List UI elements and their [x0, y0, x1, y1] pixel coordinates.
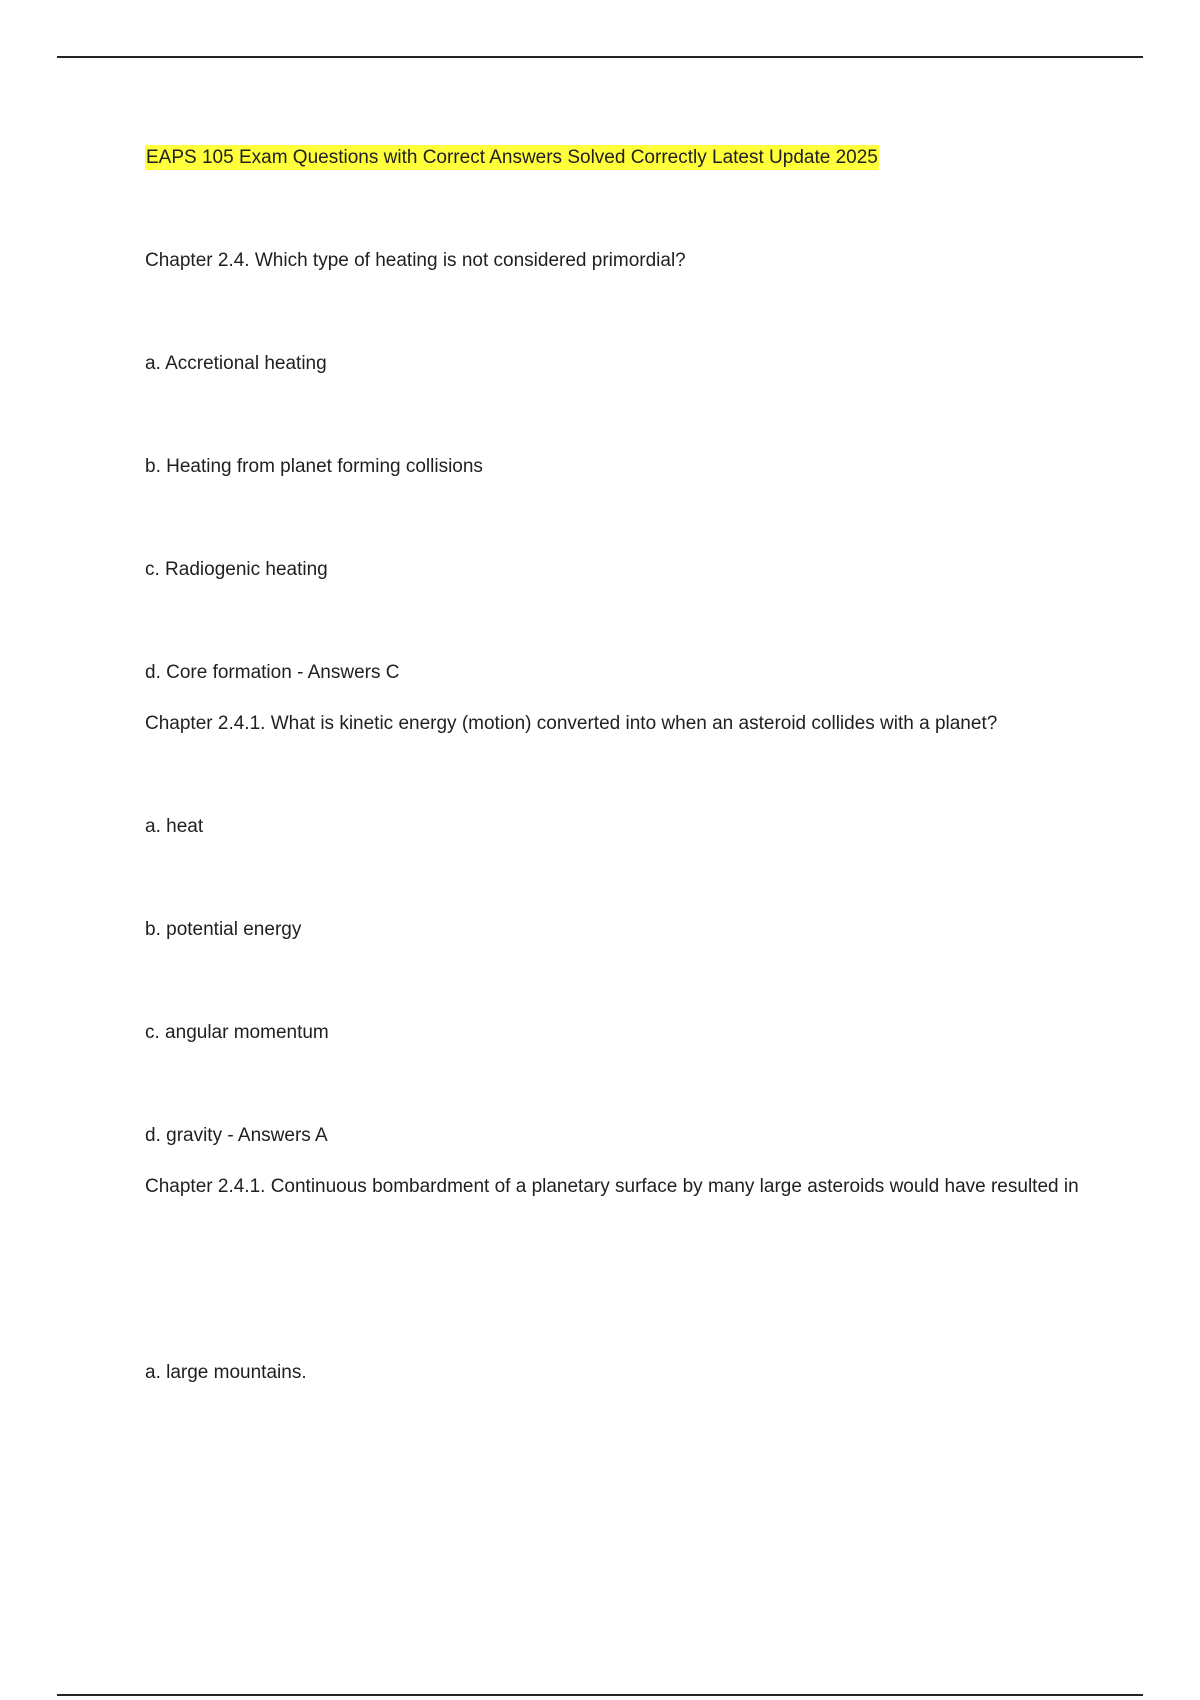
- question-2-option-a: a. heat: [145, 816, 204, 837]
- question-3-option-a: a. large mountains.: [145, 1362, 307, 1383]
- question-3-prompt: Chapter 2.4.1. Continuous bombardment of a planetary surface by many large asteroids would have resulted in: [145, 1176, 1079, 1197]
- question-1-option-c: c. Radiogenic heating: [145, 559, 328, 580]
- question-1-prompt: Chapter 2.4. Which type of heating is not considered primordial?: [145, 250, 686, 271]
- question-2-option-d: d. gravity - Answers A: [145, 1125, 328, 1146]
- question-2-option-b: b. potential energy: [145, 919, 302, 940]
- document-title: [145, 142, 879, 174]
- question-1-option-a: a. Accretional heating: [145, 353, 327, 374]
- question-2-option-c: c. angular momentum: [145, 1022, 329, 1043]
- title-highlight: EAPS 105 Exam Questions with Correct Answers Solved Correctly Latest Update 2025: [146, 147, 878, 168]
- footer-rule: [57, 1694, 1143, 1696]
- header-rule: [57, 56, 1143, 58]
- question-1-option-b: b. Heating from planet forming collisions: [145, 456, 483, 477]
- question-2-prompt: Chapter 2.4.1. What is kinetic energy (motion) converted into when an asteroid collides with a planet?: [145, 713, 998, 734]
- question-1-option-d: d. Core formation - Answers C: [145, 662, 400, 683]
